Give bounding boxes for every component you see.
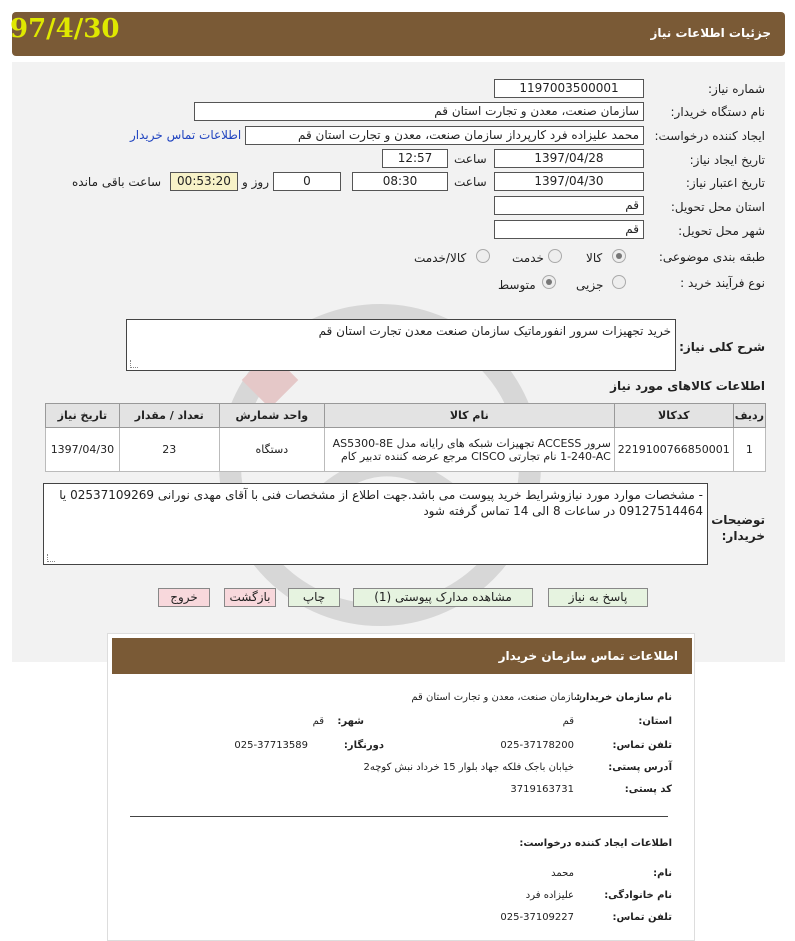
requester-family-label: نام خانوادگی: — [604, 890, 672, 901]
buyer-contact-card — [107, 633, 695, 941]
contact-province-label: استان: — [638, 716, 672, 727]
requester-info-title: اطلاعات ایجاد کننده درخواست: — [519, 838, 672, 849]
reply-button[interactable]: پاسخ به نیاز — [548, 588, 648, 607]
city-field: قم — [494, 220, 644, 239]
cell-unit: دستگاه — [219, 428, 324, 472]
page-title: جزئیات اطلاعات نیاز — [650, 26, 771, 40]
exit-button[interactable]: خروج — [158, 588, 210, 607]
requester-name-label: نام: — [653, 868, 672, 879]
buyer-org-field: سازمان صنعت، معدن و تجارت استان قم — [194, 102, 644, 121]
col-row: ردیف — [733, 404, 765, 428]
contact-postal-label: کد پستی: — [624, 784, 672, 795]
table-row — [46, 428, 766, 472]
contact-org-value: سازمان صنعت، معدن و تجارت استان قم — [411, 692, 582, 703]
created-time-label: ساعت — [454, 152, 487, 166]
page-header — [12, 12, 785, 56]
validity-date-label: تاریخ اعتبار نیاز: — [685, 176, 765, 190]
cell-date: 1397/04/30 — [46, 428, 120, 472]
items-section-title: اطلاعات کالاهای مورد نیاز — [610, 379, 765, 393]
contact-city-value: قم — [312, 716, 324, 727]
col-qty: تعداد / مقدار — [119, 404, 219, 428]
summary-label: شرح کلی نیاز: — [679, 340, 765, 354]
contact-card-header — [112, 638, 692, 674]
contact-divider — [130, 816, 668, 817]
cell-code: 2219100766850001 — [614, 428, 733, 472]
validity-time-field: 08:30 — [352, 172, 448, 191]
col-unit: واحد شمارش — [219, 404, 324, 428]
validity-date-field: 1397/04/30 — [494, 172, 644, 191]
print-button[interactable]: چاپ — [288, 588, 340, 607]
contact-org-label: نام سازمان خریدار: — [576, 692, 672, 703]
remaining-label: ساعت باقی مانده — [72, 175, 162, 189]
notes-field — [43, 483, 708, 565]
process-label: نوع فرآیند خرید : — [680, 276, 765, 290]
back-button[interactable]: بازگشت — [224, 588, 276, 607]
created-date-field: 1397/04/28 — [494, 149, 644, 168]
category-label: طبقه بندی موضوعی: — [658, 250, 765, 264]
contact-postal-value: 3719163731 — [510, 784, 574, 795]
category-goods-label: کالا — [586, 251, 603, 265]
need-number-label: شماره نیاز: — [708, 82, 765, 96]
validity-time-label: ساعت — [454, 175, 487, 189]
requester-name-value: محمد — [551, 868, 574, 879]
requester-label: ایجاد کننده درخواست: — [654, 129, 765, 143]
created-date-label: تاریخ ایجاد نیاز: — [689, 153, 765, 167]
buyer-org-label: نام دستگاه خریدار: — [670, 105, 765, 119]
category-both-label: کالا/خدمت — [414, 251, 467, 265]
notes-label: توضیحات خریدار: — [711, 513, 765, 543]
requester-phone-value: 025-37109227 — [500, 912, 574, 923]
created-time-field: 12:57 — [382, 149, 448, 168]
category-service-label: خدمت — [512, 251, 544, 265]
attachments-button[interactable]: مشاهده مدارک پیوستی (1) — [353, 588, 533, 607]
category-both-radio[interactable] — [476, 249, 490, 263]
contact-fax-value: 025-37713589 — [234, 740, 308, 751]
category-service-radio[interactable] — [548, 249, 562, 263]
contact-province-value: قم — [562, 716, 574, 727]
contact-card-title: اطلاعات تماس سازمان خریدار — [498, 649, 678, 663]
notes-text: - مشخصات موارد مورد نیازوشرایط خرید پیوست می باشد.جهت اطلاع از مشخصات فنی با آقای مهدی نورانی 02537109269 یا 09127514464 در ساعات 8 الی 14 تماس گرفته شود — [59, 488, 703, 518]
category-goods-radio[interactable] — [612, 249, 626, 263]
cell-name: سرور ACCESS تجهیزات شبکه های رایانه مدل AS5300-8E 1-240-AC نام تجارتی CISCO مرجع عرضه کننده تدبیر کام — [324, 428, 614, 472]
buyer-contact-link[interactable]: اطلاعات تماس خریدار — [130, 128, 242, 142]
requester-family-value: علیزاده فرد — [525, 890, 574, 901]
contact-phone-value: 025-37178200 — [500, 740, 574, 751]
resize-grip-icon[interactable] — [130, 360, 138, 368]
contact-address-value: خیابان باجک فلکه جهاد بلوار 15 خرداد نبش کوچه2 — [363, 762, 574, 773]
contact-phone-label: تلفن تماس: — [612, 740, 672, 751]
need-number-field: 1197003500001 — [494, 79, 644, 98]
summary-field — [126, 319, 676, 371]
province-label: استان محل تحویل: — [670, 200, 765, 214]
col-name: نام کالا — [324, 404, 614, 428]
province-field: قم — [494, 196, 644, 215]
date-stamp: 97/4/30 — [10, 14, 120, 44]
requester-phone-label: تلفن تماس: — [612, 912, 672, 923]
remaining-time-field: 00:53:20 — [170, 172, 238, 191]
remaining-days-field: 0 — [273, 172, 341, 191]
contact-address-label: آدرس پستی: — [608, 762, 672, 773]
summary-text: خرید تجهیزات سرور انفورماتیک سازمان صنعت معدن تجارت استان قم — [318, 324, 671, 338]
items-table — [45, 403, 766, 472]
process-medium-radio[interactable] — [542, 275, 556, 289]
cell-qty: 23 — [119, 428, 219, 472]
process-minor-label: جزیی — [576, 278, 604, 292]
city-label: شهر محل تحویل: — [678, 224, 765, 238]
contact-city-label: شهر: — [337, 716, 364, 727]
resize-grip-icon[interactable] — [47, 554, 55, 562]
col-code: کدکالا — [614, 404, 733, 428]
process-minor-radio[interactable] — [612, 275, 626, 289]
items-header-row — [46, 404, 766, 428]
requester-field: محمد علیزاده فرد کارپرداز سازمان صنعت، معدن و تجارت استان قم — [245, 126, 644, 145]
process-medium-label: متوسط — [498, 278, 536, 292]
cell-row: 1 — [733, 428, 765, 472]
col-date: تاریخ نیاز — [46, 404, 120, 428]
contact-fax-label: دورنگار: — [343, 740, 384, 751]
days-label: روز و — [242, 175, 269, 189]
